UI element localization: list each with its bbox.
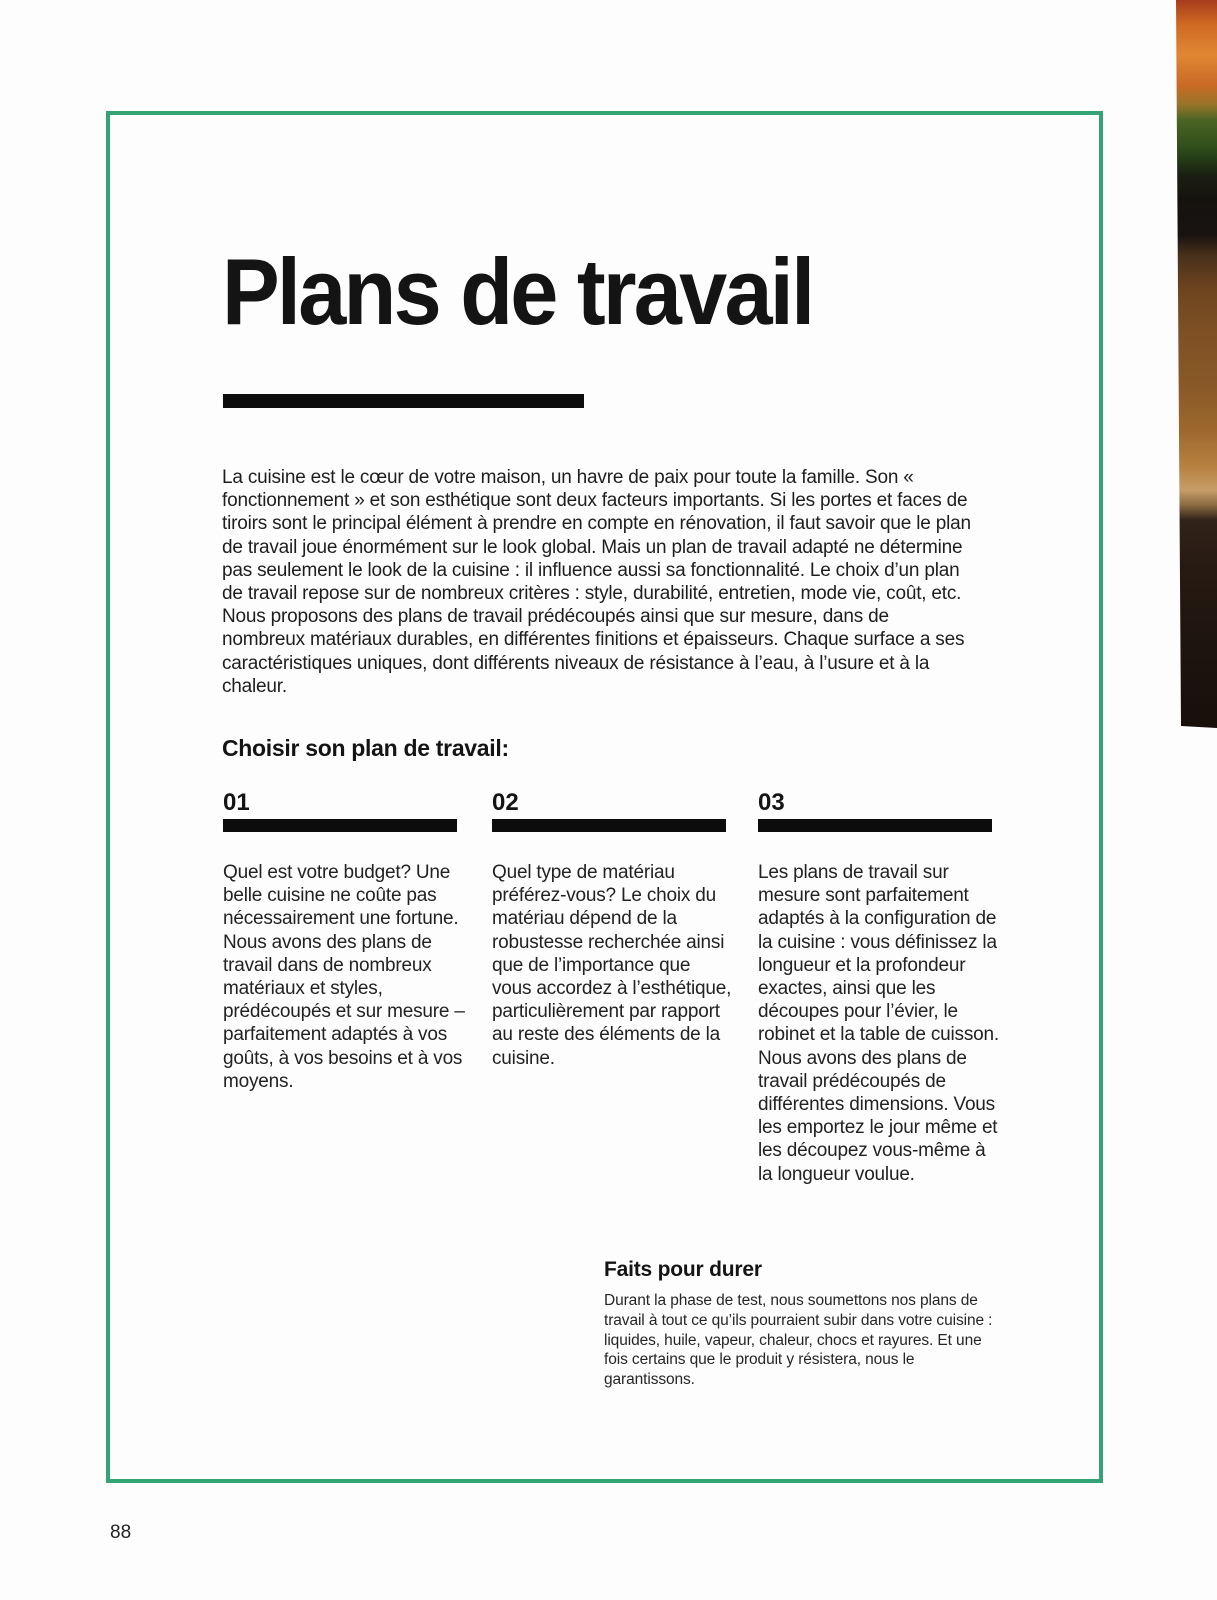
step-02-paragraph: Quel type de matériau préférez-vous? Le choix du matériau dépend de la robustesse recherchée ainsi que de l’importance que vous accordez à l’esthétique, particulièrement par rapport au reste des éléments de la cuisine. xyxy=(492,862,732,1069)
step-01-number: 01 xyxy=(223,789,250,816)
step-02-bar xyxy=(492,819,726,832)
page-title: Plans de travail xyxy=(222,239,813,344)
content-frame-inner xyxy=(110,115,1099,1479)
callout-heading: Faits pour durer xyxy=(604,1258,762,1281)
intro-paragraph: La cuisine est le cœur de votre maison, un havre de paix pour toute la famille. Son « fonctionnement » et son esthétique sont deux facteurs importants. Si les portes et faces de tiroirs sont le principal élément à prendre en compte en rénovation, il faut savoir que le plan de travail joue énormément sur le look global. Mais un plan de travail adapté ne détermine pas seulement le look de la cuisine : il influence aussi sa fonctionnalité. Le choix d’un plan de travail repose sur de nombreux critères : style, durabilité, entretien, mode vie, coût, etc. Nous proposons des plans de travail prédécoupés ainsi que sur mesure, dans de nombreux matériaux durables, en différentes finitions et épaisseurs. Chaque surface a ses caractéristiques uniques, dont différents niveaux de résistance à l’eau, à l’usure et à la chaleur. xyxy=(222,467,971,697)
food-photo-strip xyxy=(1176,0,1217,728)
step-01-paragraph: Quel est votre budget? Une belle cuisine ne coûte pas nécessairement une fortune. Nous avons des plans de travail dans de nombreux matériaux et styles, prédécoupés et sur mesure – parfaitement adaptés à vos goûts, à vos besoins et à vos moyens. xyxy=(223,862,465,1092)
page-number: 88 xyxy=(110,1522,132,1543)
content-frame xyxy=(106,111,1103,1483)
step-03-paragraph-1: Les plans de travail sur mesure sont parfaitement adaptés à la configuration de la cuisine : vous définissez la longueur et la profondeur exactes, ainsi que les découpes pour l’évier, le robinet et la table de cuisson. xyxy=(758,862,999,1046)
callout-body: Durant la phase de test, nous soumettons nos plans de travail à tout ce qu’ils pourraient subir dans votre cuisine : liquides, huile, vapeur, chaleur, chocs et rayures. Et une fois certains que le produit y résistera, nous le garantissons. xyxy=(604,1292,993,1389)
step-01-bar xyxy=(223,819,457,832)
step-03 xyxy=(758,790,1000,1186)
step-01 xyxy=(223,790,465,1093)
step-03-number: 03 xyxy=(758,789,785,816)
title-underline-bar xyxy=(223,394,584,408)
section-heading: Choisir son plan de travail: xyxy=(222,735,509,761)
step-03-bar xyxy=(758,819,992,832)
step-02-number: 02 xyxy=(492,789,519,816)
step-02-text xyxy=(492,861,734,1070)
step-03-paragraph-2: Nous avons des plans de travail prédécoupés de différentes dimensions. Vous les emportez le jour même et les découpez vous-même à la longueur voulue. xyxy=(758,1047,998,1185)
step-02 xyxy=(492,790,734,1070)
step-03-text xyxy=(758,861,1000,1186)
step-01-text xyxy=(223,861,465,1093)
durability-callout xyxy=(604,1258,996,1390)
